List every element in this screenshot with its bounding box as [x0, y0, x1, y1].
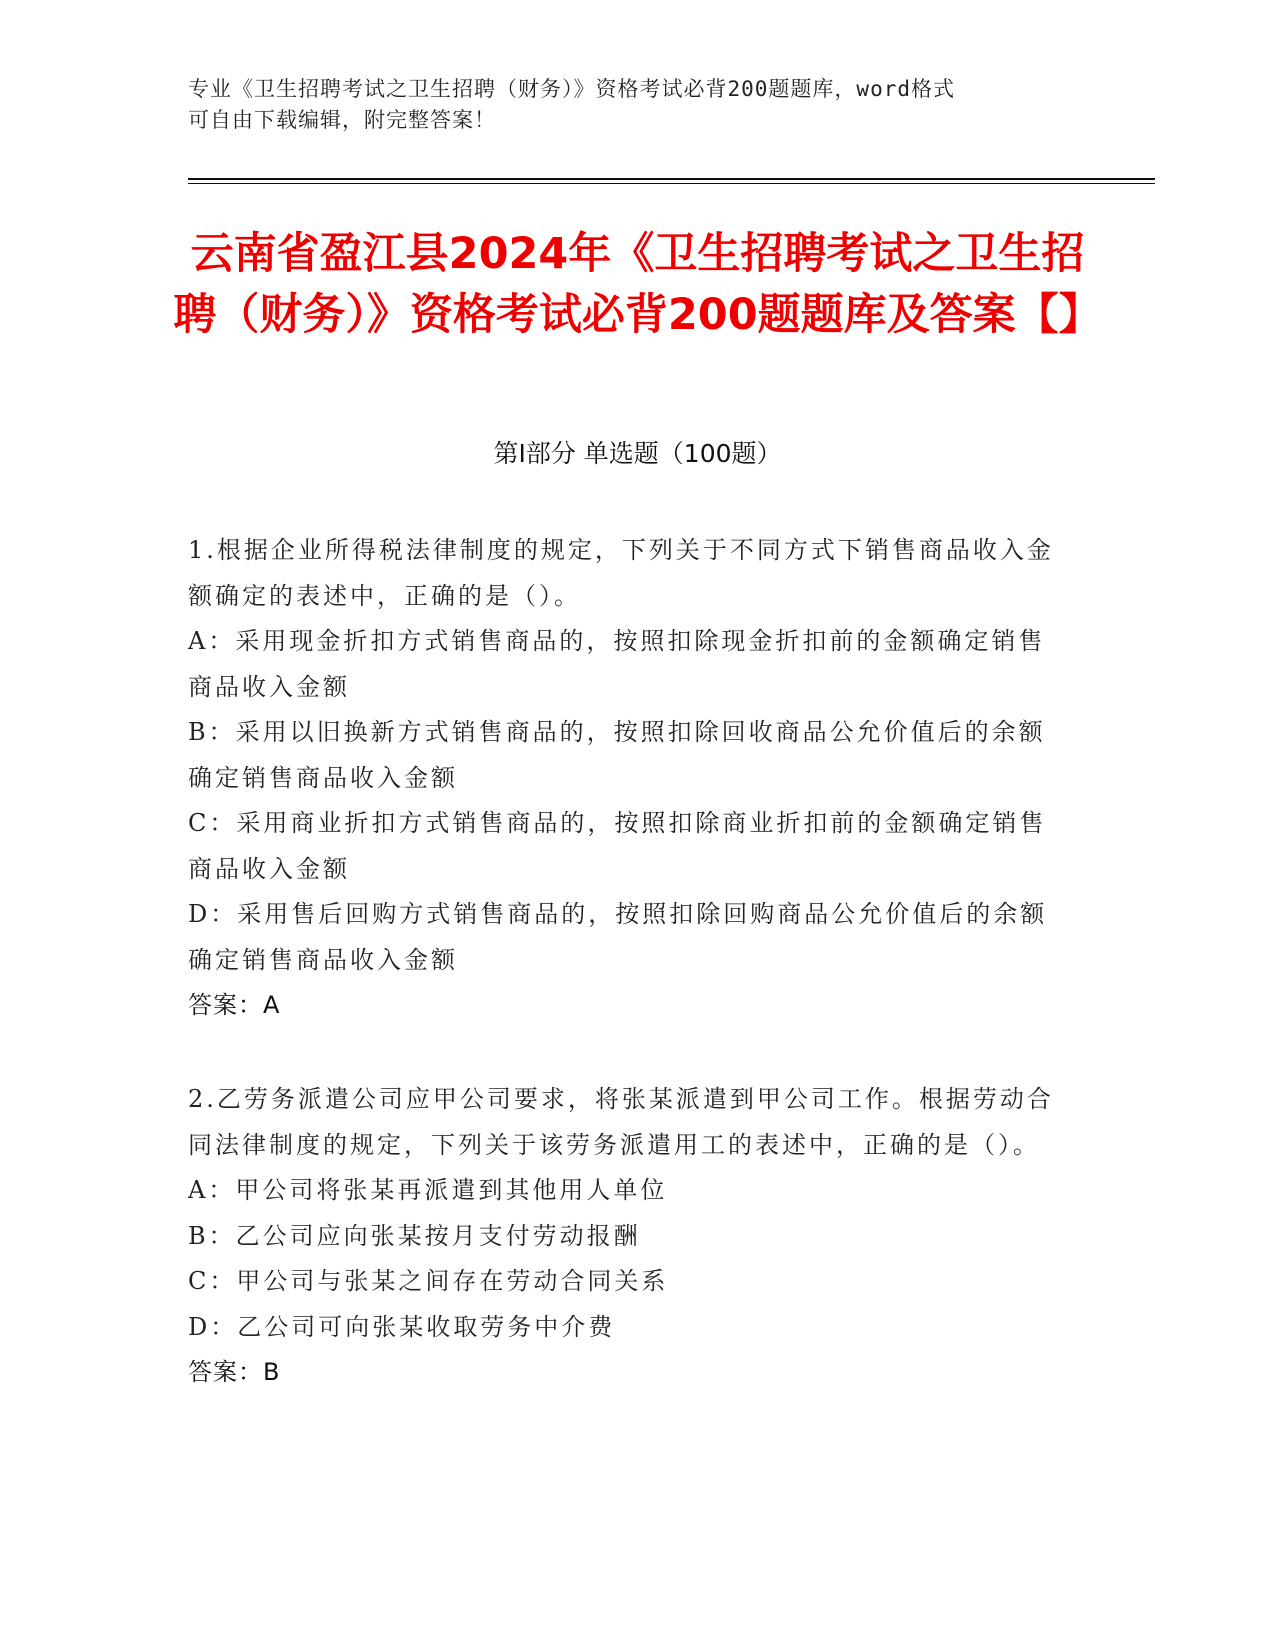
option-b: B：采用以旧换新方式销售商品的，按照扣除回收商品公允价值后的余额确定销售商品收入金额 [188, 718, 1046, 792]
header-note: 专业《卫生招聘考试之卫生招聘（财务）》资格考试必背200题题库，word格式 可自由下载编辑，附完整答案！ [188, 77, 955, 132]
option-c: C：甲公司与张某之间存在劳动合同关系 [188, 1267, 669, 1295]
answer: 答案：B [188, 1358, 281, 1386]
question-stem: 1.根据企业所得税法律制度的规定，下列关于不同方式下销售商品收入金额确定的表述中，正确的是（）。 [188, 536, 1054, 610]
document-title: 云南省盈江县2024年《卫生招聘考试之卫生招聘（财务）》资格考试必背200题题库及答案【】 [173, 229, 1102, 340]
section-title: 第Ⅰ部分 单选题（100题） [493, 439, 782, 468]
option-a: A：甲公司将张某再派遣到其他用人单位 [188, 1176, 668, 1204]
option-d: D：采用售后回购方式销售商品的，按照扣除回购商品公允价值后的余额确定销售商品收入金额 [188, 900, 1048, 974]
option-c: C：采用商业折扣方式销售商品的，按照扣除商业折扣前的金额确定销售商品收入金额 [188, 809, 1047, 883]
question-stem: 2.乙劳务派遣公司应甲公司要求，将张某派遣到甲公司工作。根据劳动合同法律制度的规定，下列关于该劳务派遣用工的表述中，正确的是（）。 [188, 1085, 1054, 1159]
option-b: B：乙公司应向张某按月支付劳动报酬 [188, 1221, 641, 1250]
option-a: A：采用现金折扣方式销售商品的，按照扣除现金折扣前的金额确定销售商品收入金额 [188, 627, 1046, 701]
answer: 答案：A [188, 991, 281, 1019]
question-2 [188, 1077, 1068, 1396]
question-1 [188, 528, 1068, 1029]
header-divider-thin [188, 183, 1155, 184]
option-d: D：乙公司可向张某收取劳务中介费 [188, 1312, 616, 1341]
header-divider [188, 178, 1155, 180]
